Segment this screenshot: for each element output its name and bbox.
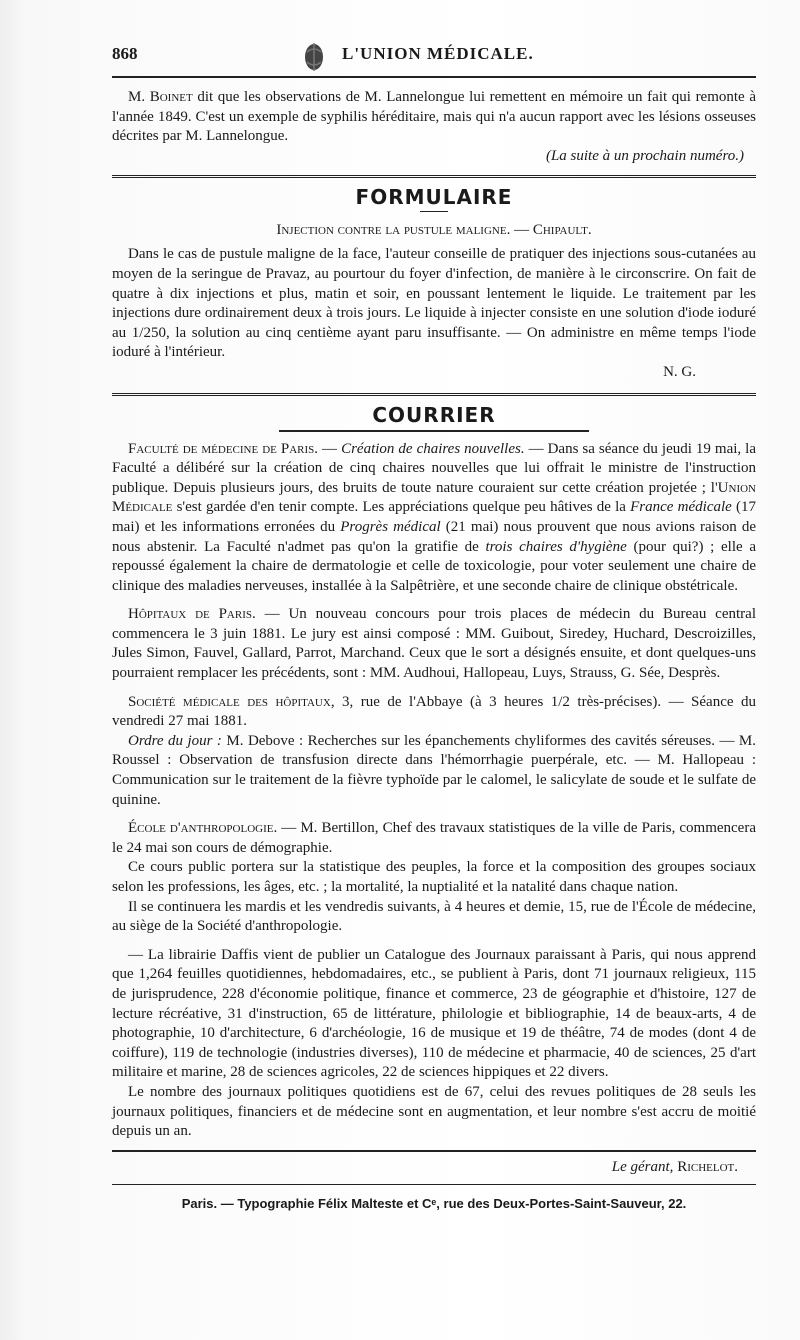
emblem-icon	[298, 40, 330, 74]
signature-label: Le gérant,	[611, 1158, 674, 1175]
formulaire-initials: N. G.	[663, 363, 696, 380]
faculte-progres-medical: Progrès médical	[340, 518, 441, 535]
faculte-lead-italic: Création de chaires nouvelles.	[341, 440, 525, 457]
hopitaux-lead: Hôpitaux de Paris.	[128, 606, 256, 623]
intro-paragraph	[112, 88, 756, 147]
hopitaux-text: — Un nouveau concours pour trois places de médecin du Bureau central commencera le 3 juin 1881. Le jury est ainsi composé : MM. Guibout, Siredey, Huchard, Descroizilles, Jules Simon, Fauvel, Gallard, Parrot, Marchand. Ceux que le sort a désignés ensuite, et dont quelques-uns pourraient remplacer les précédents, sont : MM. Audhoui, Hallopeau, Luys, Strauss, G. Sée, Desprès.	[112, 606, 756, 682]
faculte-union: Union Médicale	[112, 479, 756, 516]
page-number: 868	[112, 44, 138, 63]
faculte-paragraph	[112, 440, 756, 597]
signature	[112, 1159, 738, 1176]
faculte-text-2: s'est gardée d'en tenir compte. Les appréciations quelque peu hâtives de la	[172, 499, 631, 516]
librairie-paragraph: — La librairie Daffis vient de publier un Catalogue des Journaux paraissant à Paris, qui nous apprend que 1,264 feuilles quotidiennes, hebdomadaires, etc., se publient à Paris, dont 71 journaux religieux, 115 de jurisprudence, 228 d'économie politique, finance et commerce, 23 de géographie et d'histoire, 127 de lecture récréative, 31 d'instruction, 65 de littérature, philologie et bibliographie, 14 de beaux-arts, 4 de photographie, 10 d'architecture, 6 d'archéologie, 16 de musique et 19 de théâtre, 74 de modes (dont 4 de coiffure), 119 de technologie (industries diverses), 110 de médecine et pharmacie, 40 de sciences, 25 d'art militaire et marine, 28 de sciences agricoles, 22 de sciences hippiques et 22 divers.	[112, 946, 756, 1081]
faculte-france-medicale: France médicale	[630, 499, 732, 516]
page-header	[112, 40, 756, 70]
societe-text: 3, rue de l'Abbaye (à 3 heures 1/2 très-précises). — Séance du vendredi 27 mai 1881.	[112, 693, 757, 730]
formulaire-body: Dans le cas de pustule maligne de la face, l'auteur conseille de pratiquer des injections sous-cutanées au moyen de la seringue de Pravaz, au pourtour du foyer d'infection, de manière à le circonscrire. On fait de quatre à dix injections et plus, matin et soir, en poussant lentement le liquide. Le traitement par les injections dure ordinairement deux à trois jours. Le liquide à injecter consiste en une solution d'iode ioduré au 1/250, la solution au cinq centième ayant paru insuffisante. — On administre en même temps l'iode ioduré à l'intérieur.	[112, 246, 756, 361]
courrier-top-rule	[112, 393, 756, 399]
formulaire-top-rule	[112, 175, 756, 181]
societe-paragraph	[112, 693, 756, 732]
formulaire-subtitle-main: Injection contre la pustule maligne.	[276, 222, 511, 239]
imprint: Paris. — Typographie Félix Malteste et Cᵉ, rue des Deux-Portes-Saint-Sauveur, 22.	[181, 1195, 687, 1211]
ordre-label: Ordre du jour :	[128, 732, 222, 749]
ecole-text: — M. Bertillon, Chef des travaux statistiques de la ville de Paris, commencera le 24 mai son cours de démographie.	[112, 820, 756, 856]
formulaire-subtitle-author: Chipault.	[532, 222, 592, 239]
ecole-paragraph	[112, 819, 756, 858]
faculte-text-4: (21 mai) nous prouvent que nous avions raison de nous abstenir. La Faculté n'admet pas qu'on la gratifie de	[112, 518, 756, 555]
ecole-paragraph-3: Il se continuera les mardis et les vendredis suivants, à 4 heures et demie, 15, rue de l'École de médecine, au siège de la Société d'anthropologie.	[112, 898, 756, 935]
faculte-text-5: (pour qui?) ; elle a repoussé également la chaire de dermatologie et celle de toxicologie, pour voter seulement une chaire de clinique des maladies nerveuses, installée à la Salpêtrière, et une seconde chaire de clinique obstétricale.	[112, 538, 757, 594]
ordre-text: M. Debove : Recherches sur les épanchements chyliformes des cavités séreuses. — M. Roussel : Observation de transfusion directe dans l'hémorrhagie puerpérale, etc. — M. Hallopeau : Communication sur le traitement de la fièvre typhoïde par le calomel, le salicylate de soude et le sulfate de quinine.	[112, 732, 756, 808]
societe-lead: Société médicale des hôpitaux,	[128, 693, 335, 710]
formulaire-title: FORMULAIRE	[355, 185, 513, 210]
courrier-title-rule	[279, 430, 589, 432]
ecole-paragraph-2: Ce cours public portera sur la statistique des peuples, la force et la composition des groupes sociaux selon les professions, les âges, etc. ; la mortalité, la nuptialité et la natalité dans chaque nation.	[112, 859, 756, 895]
boinet-text: dit que les observations de M. Lannelongue lui remettent en mémoire un fait qui remonte à l'année 1849. C'est un exemple de syphilis héréditaire, mais qui n'a aucun rapport avec les lésions osseuses décrites par M. Lannelongue.	[112, 89, 756, 145]
imprint-rule	[112, 1184, 756, 1185]
signature-rule	[112, 1150, 756, 1152]
faculte-trois-chaires: trois chaires d'hygiène	[485, 538, 627, 555]
faculte-text-3: (17 mai) et les informations erronées du	[112, 499, 756, 535]
boinet-name: M. Boinet	[128, 89, 193, 105]
faculte-text-1: — Dans sa séance du jeudi 19 mai, la Faculté a délibéré sur la création de cinq chaires nouvelles que lui offrait le ministre de l'instruction publique. Depuis plusieurs jours, des bruits de toute nature couraient sur cette création projetée ; l'	[112, 440, 756, 496]
hopitaux-paragraph	[112, 605, 756, 683]
courrier-title: COURRIER	[372, 402, 496, 427]
to-be-continued-text: (La suite à un prochain numéro.)	[545, 147, 744, 164]
faculte-dash: —	[318, 440, 342, 457]
ordre-du-jour-paragraph	[112, 732, 756, 810]
running-title: L'UNION MÉDICALE.	[342, 44, 534, 63]
signature-name: Richelot.	[677, 1158, 738, 1175]
ecole-lead: École d'anthropologie.	[128, 820, 278, 837]
formulaire-subtitle-sep: —	[510, 222, 533, 239]
librairie-paragraph-2: Le nombre des journaux politiques quotidiens est de 67, celui des revues politiques de 28 seuls les journaux politiques, financiers et de médecine sont en augmentation, et leur nombre s'est accru de moitié depuis un an.	[112, 1083, 756, 1140]
to-be-continued	[112, 147, 744, 167]
formulaire-short-rule	[420, 211, 448, 212]
faculte-lead: Faculté de médecine de Paris.	[128, 440, 319, 457]
formulaire-subtitle	[112, 222, 756, 239]
